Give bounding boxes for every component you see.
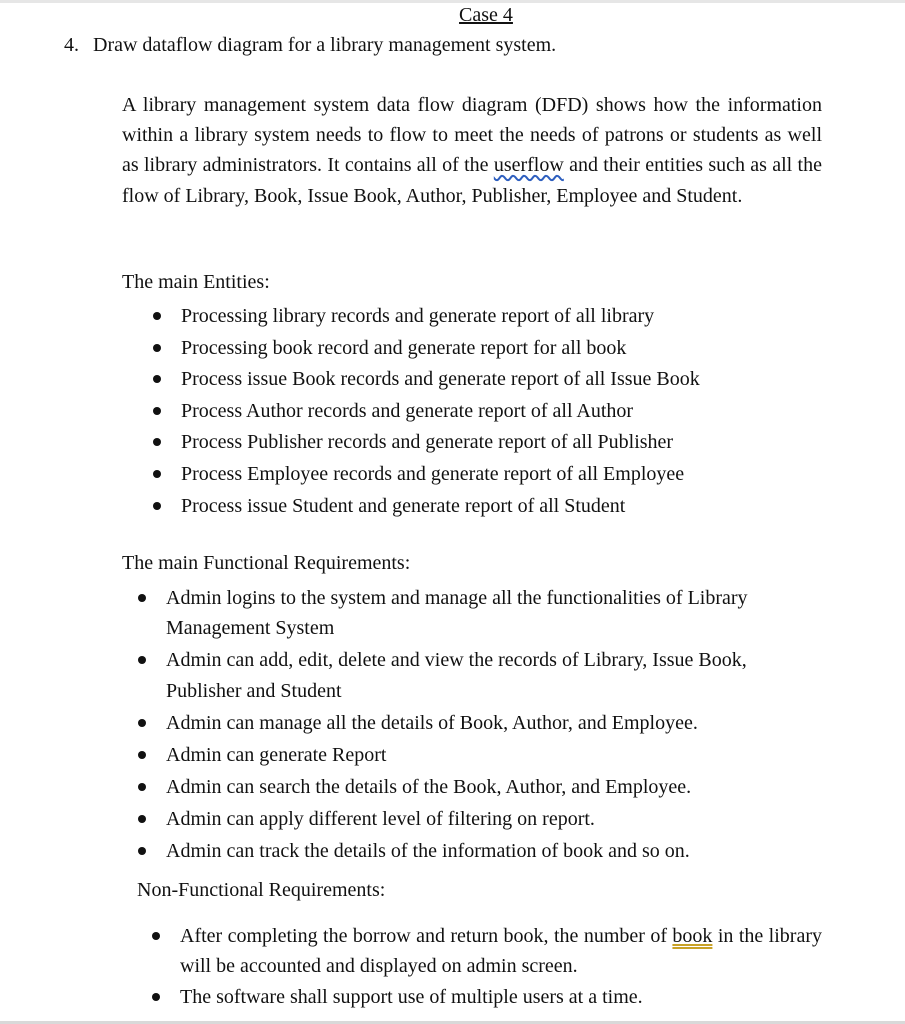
bullet-icon bbox=[138, 656, 146, 664]
list-item: Admin logins to the system and manage all the functionalities of Library Management System bbox=[166, 583, 826, 644]
list-item: After completing the borrow and return book, the number of book in the library will be accounted and displayed on admin screen. bbox=[180, 921, 822, 982]
list-item: Admin can manage all the details of Book, Author, and Employee. bbox=[166, 708, 826, 738]
question-line bbox=[64, 34, 556, 57]
functional-list bbox=[166, 583, 826, 868]
question-number: 4. bbox=[64, 34, 79, 56]
grammar-flagged-word[interactable]: book bbox=[672, 925, 713, 947]
list-item: Processing library records and generate report of all library bbox=[181, 301, 831, 333]
page-top-border bbox=[0, 0, 905, 3]
list-item: Admin can apply different level of filtering on report. bbox=[166, 804, 826, 834]
bullet-icon bbox=[153, 312, 161, 320]
nonfunctional-list bbox=[180, 921, 822, 1013]
bullet-icon bbox=[138, 594, 146, 602]
bullet-icon bbox=[153, 407, 161, 415]
intro-text-2: and their entities such as all the flow of Library, Book, Issue Book, Author, Publisher, Employee and Student. bbox=[122, 154, 822, 207]
list-item: Admin can search the details of the Book, Author, and Employee. bbox=[166, 772, 826, 802]
functional-heading: The main Functional Requirements: bbox=[122, 552, 411, 574]
list-item: Admin can add, edit, delete and view the records of Library, Issue Book, Publisher and Student bbox=[166, 645, 826, 706]
question-text: Draw dataflow diagram for a library management system. bbox=[93, 34, 557, 56]
intro-text-1: A library management system data flow diagram (DFD) shows how the information within a library system needs to flow to meet the needs of patrons or students as well as library administrators. It contains all of the bbox=[122, 94, 822, 177]
list-item: The software shall support use of multiple users at a time. bbox=[180, 982, 822, 1012]
list-item: Process issue Book records and generate report of all Issue Book bbox=[181, 364, 831, 396]
list-item: Admin can generate Report bbox=[166, 740, 826, 770]
bullet-icon bbox=[152, 993, 160, 1001]
case-title: Case 4 bbox=[459, 4, 513, 26]
bullet-icon bbox=[153, 375, 161, 383]
list-item: Process Employee records and generate report of all Employee bbox=[181, 459, 831, 491]
spelling-flagged-word[interactable]: userflow bbox=[493, 154, 564, 177]
nonfunctional-heading: Non-Functional Requirements: bbox=[137, 879, 386, 901]
entities-heading: The main Entities: bbox=[122, 271, 270, 293]
bullet-icon bbox=[138, 719, 146, 727]
list-item: Process Author records and generate report of all Author bbox=[181, 396, 831, 428]
bullet-icon bbox=[153, 502, 161, 510]
list-item: Admin can track the details of the information of book and so on. bbox=[166, 836, 826, 866]
bullet-icon bbox=[153, 344, 161, 352]
list-item: Process Publisher records and generate report of all Publisher bbox=[181, 427, 831, 459]
bullet-icon bbox=[138, 783, 146, 791]
list-item: Processing book record and generate report for all book bbox=[181, 333, 831, 365]
bullet-icon bbox=[153, 438, 161, 446]
entities-list bbox=[181, 301, 831, 522]
list-item: Process issue Student and generate report of all Student bbox=[181, 491, 831, 523]
bullet-icon bbox=[138, 751, 146, 759]
bullet-icon bbox=[153, 470, 161, 478]
bullet-icon bbox=[138, 815, 146, 823]
intro-paragraph bbox=[122, 90, 822, 211]
bullet-icon bbox=[152, 932, 160, 940]
bullet-icon bbox=[138, 847, 146, 855]
